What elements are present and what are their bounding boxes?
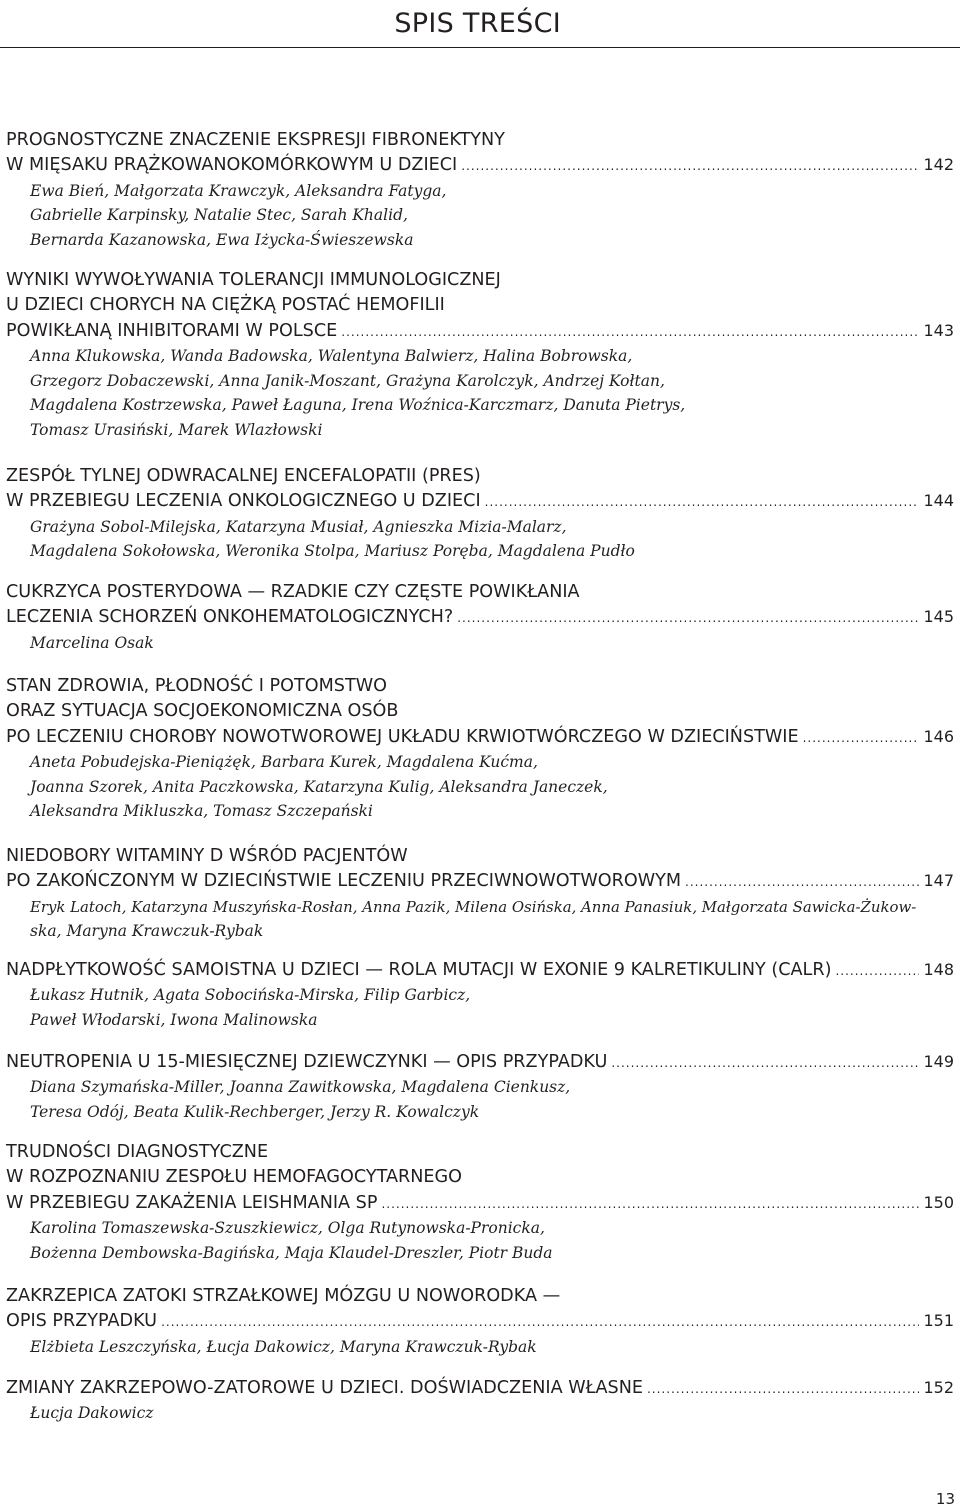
toc-entry-title-line: TRUDNOŚCI DIAGNOSTYCZNE (6, 1142, 269, 1162)
toc-entry-authors: Teresa Odój, Beata Kulik-Rechberger, Jerzy R. Kowalczyk (30, 1102, 480, 1121)
toc-entry-authors: Tomasz Urasiński, Marek Wlazłowski (30, 420, 323, 439)
toc-page-number: 146 (923, 726, 954, 746)
toc-entry-title-line (6, 958, 954, 982)
dot-leader (485, 490, 920, 514)
toc-page-number: 150 (923, 1192, 954, 1212)
dot-leader (161, 1310, 919, 1334)
toc-entry-authors: Marcelina Osak (30, 633, 154, 652)
toc-entry-title-text: LECZENIA SCHORZEŃ ONKOHEMATOLOGICZNYCH? (6, 607, 454, 628)
toc-entry-title-text: ZMIANY ZAKRZEPOWO-ZATOROWE U DZIECI. DOŚWIADCZENIA WŁASNE (6, 1378, 643, 1398)
toc-entry-authors: Elżbieta Leszczyńska, Łucja Dakowicz, Maryna Krawczuk-Rybak (30, 1337, 537, 1356)
toc-entry-authors: Eryk Latoch, Katarzyna Muszyńska-Rosłan, Anna Pazik, Milena Osińska, Anna Panasiuk, Małgorzata Sawicka-Żukow- (30, 897, 917, 916)
toc-entry-title-text: W PRZEBIEGU ZAKAŻENIA LEISHMANIA SP (6, 1192, 378, 1213)
page-header (0, 0, 960, 48)
toc-entry-title-line: WYNIKI WYWOŁYWANIA TOLERANCJI IMMUNOLOGICZNEJ (6, 270, 501, 290)
toc-entry-title-line (6, 1309, 954, 1333)
toc-page-number: 148 (923, 960, 954, 979)
dot-leader (803, 726, 920, 750)
toc-entry-title-line (6, 605, 954, 629)
toc-entry-title-text: W PRZEBIEGU LECZENIA ONKOLOGICZNEGO U DZIECI (6, 491, 481, 512)
toc-entry-authors: Ewa Bień, Małgorzata Krawczyk, Aleksandra Fatyga, (30, 181, 447, 200)
dot-leader (647, 1377, 919, 1401)
dot-leader (461, 154, 919, 178)
toc-entry-title-line (6, 153, 954, 177)
toc-entry-authors: Aleksandra Mikluszka, Tomasz Szczepański (30, 802, 373, 821)
toc-entry-title-text: NEUTROPENIA U 15-MIESIĘCZNEJ DZIEWCZYNKI — OPIS PRZYPADKU (6, 1052, 608, 1072)
toc-entry-authors: Diana Szymańska-Miller, Joanna Zawitkowska, Magdalena Cienkusz, (30, 1078, 571, 1097)
toc-entry-authors: Magdalena Kostrzewska, Paweł Łaguna, Irena Woźnica-Karczmarz, Danuta Pietrys, (30, 396, 686, 415)
header-rule (0, 47, 960, 48)
toc-entry-title-line (6, 319, 954, 343)
toc-entry-authors: Magdalena Sokołowska, Weronika Stolpa, Mariusz Poręba, Magdalena Pudło (30, 542, 635, 561)
toc-entry-title-line: PROGNOSTYCZNE ZNACZENIE EKSPRESJI FIBRONEKTYNY (6, 130, 505, 150)
toc-entry-authors: Bożenna Dembowska-Bagińska, Maja Klaudel-Dreszler, Piotr Buda (30, 1243, 553, 1262)
toc-entry-title-line: ORAZ SYTUACJA SOCJOEKONOMICZNA OSÓB (6, 701, 399, 722)
toc-entry-title-line (6, 869, 954, 893)
dot-leader (611, 1051, 919, 1075)
toc-entry-title-text: POWIKŁANĄ INHIBITORAMI W POLSCE (6, 320, 338, 341)
toc-entry-title-line: CUKRZYCA POSTERYDOWA — RZADKIE CZY CZĘSTE POWIKŁANIA (6, 582, 580, 602)
toc-entry-title-text: OPIS PRZYPADKU (6, 1311, 158, 1332)
dot-leader (835, 959, 919, 983)
toc-entry-title-line (6, 1376, 954, 1400)
dot-leader (685, 870, 919, 894)
toc-entry-title-line (6, 1191, 954, 1215)
page-title: SPIS TREŚCI (394, 8, 561, 39)
toc-entry-title-text: NADPŁYTKOWOŚĆ SAMOISTNA U DZIECI — ROLA MUTACJI W EXONIE 9 KALRETIKULINY (CALR) (6, 960, 832, 980)
dot-leader (341, 320, 919, 344)
toc-entry-authors: Aneta Pobudejska-Pieniążęk, Barbara Kurek, Magdalena Kućma, (30, 752, 538, 771)
toc-entry-authors: Łukasz Hutnik, Agata Sobocińska-Mirska, Filip Garbicz, (30, 986, 471, 1005)
toc-entry-title-text: PO ZAKOŃCZONYM W DZIECIŃSTWIE LECZENIU PRZECIWNOWOTWOROWYM (6, 871, 682, 892)
toc-entry-title-line: STAN ZDROWIA, PŁODNOŚĆ I POTOMSTWO (6, 676, 387, 696)
toc-entry-authors: Karolina Tomaszewska-Szuszkiewicz, Olga Rutynowska-Pronicka, (30, 1218, 545, 1237)
toc-entry-title-line: ZESPÓŁ TYLNEJ ODWRACALNEJ ENCEFALOPATII (PRES) (6, 466, 481, 486)
toc-entry-authors: ska, Maryna Krawczuk-Rybak (30, 922, 264, 941)
toc-page-number: 145 (923, 607, 954, 627)
toc-entry-authors: Anna Klukowska, Wanda Badowska, Walentyna Balwierz, Halina Bobrowska, (30, 346, 633, 365)
toc-entry-authors: Paweł Włodarski, Iwona Malinowska (30, 1010, 318, 1029)
toc-entry-authors: Grzegorz Dobaczewski, Anna Janik-Moszant, Grażyna Karolczyk, Andrzej Kołtan, (30, 371, 665, 390)
footer-page-number: 13 (935, 1490, 955, 1508)
toc-entry-title-text: PO LECZENIU CHOROBY NOWOTWOROWEJ UKŁADU KRWIOTWÓRCZEGO W DZIECIŃSTWIE (6, 726, 799, 747)
toc-entry-authors: Grażyna Sobol-Milejska, Katarzyna Musiał, Agnieszka Mizia-Malarz, (30, 517, 567, 536)
toc-entry-authors: Gabrielle Karpinsky, Natalie Stec, Sarah Khalid, (30, 206, 408, 225)
toc-page-number: 151 (923, 1311, 954, 1331)
dot-leader (381, 1192, 919, 1216)
toc-page-number: 144 (923, 491, 954, 511)
toc-page-number: 142 (923, 155, 954, 175)
toc-entry-title-line (6, 1050, 954, 1074)
toc-entry-title-line: ZAKRZEPICA ZATOKI STRZAŁKOWEJ MÓZGU U NOWORODKA — (6, 1286, 561, 1306)
toc-page-number: 149 (923, 1052, 954, 1071)
toc-entry-title-line: U DZIECI CHORYCH NA CIĘŻKĄ POSTAĆ HEMOFILII (6, 295, 445, 316)
dot-leader (457, 606, 919, 630)
toc-entry-title-text: W MIĘSAKU PRĄŻKOWANOKOMÓRKOWYM U DZIECI (6, 155, 458, 176)
toc-entry-authors: Joanna Szorek, Anita Paczkowska, Katarzyna Kulig, Aleksandra Janeczek, (30, 777, 608, 796)
toc-entry-title-line: W ROZPOZNANIU ZESPOŁU HEMOFAGOCYTARNEGO (6, 1167, 463, 1188)
toc-page-number: 152 (923, 1378, 954, 1397)
toc-page-number: 147 (923, 871, 954, 891)
toc-entry-title-line (6, 725, 954, 749)
toc-entry-title-line: NIEDOBORY WITAMINY D WŚRÓD PACJENTÓW (6, 846, 408, 866)
toc-page-number: 143 (923, 320, 954, 340)
toc-entry-authors: Łucja Dakowicz (30, 1404, 154, 1423)
toc-entry-title-line (6, 489, 954, 513)
toc-entry-authors: Bernarda Kazanowska, Ewa Iżycka-Świeszewska (30, 230, 414, 249)
